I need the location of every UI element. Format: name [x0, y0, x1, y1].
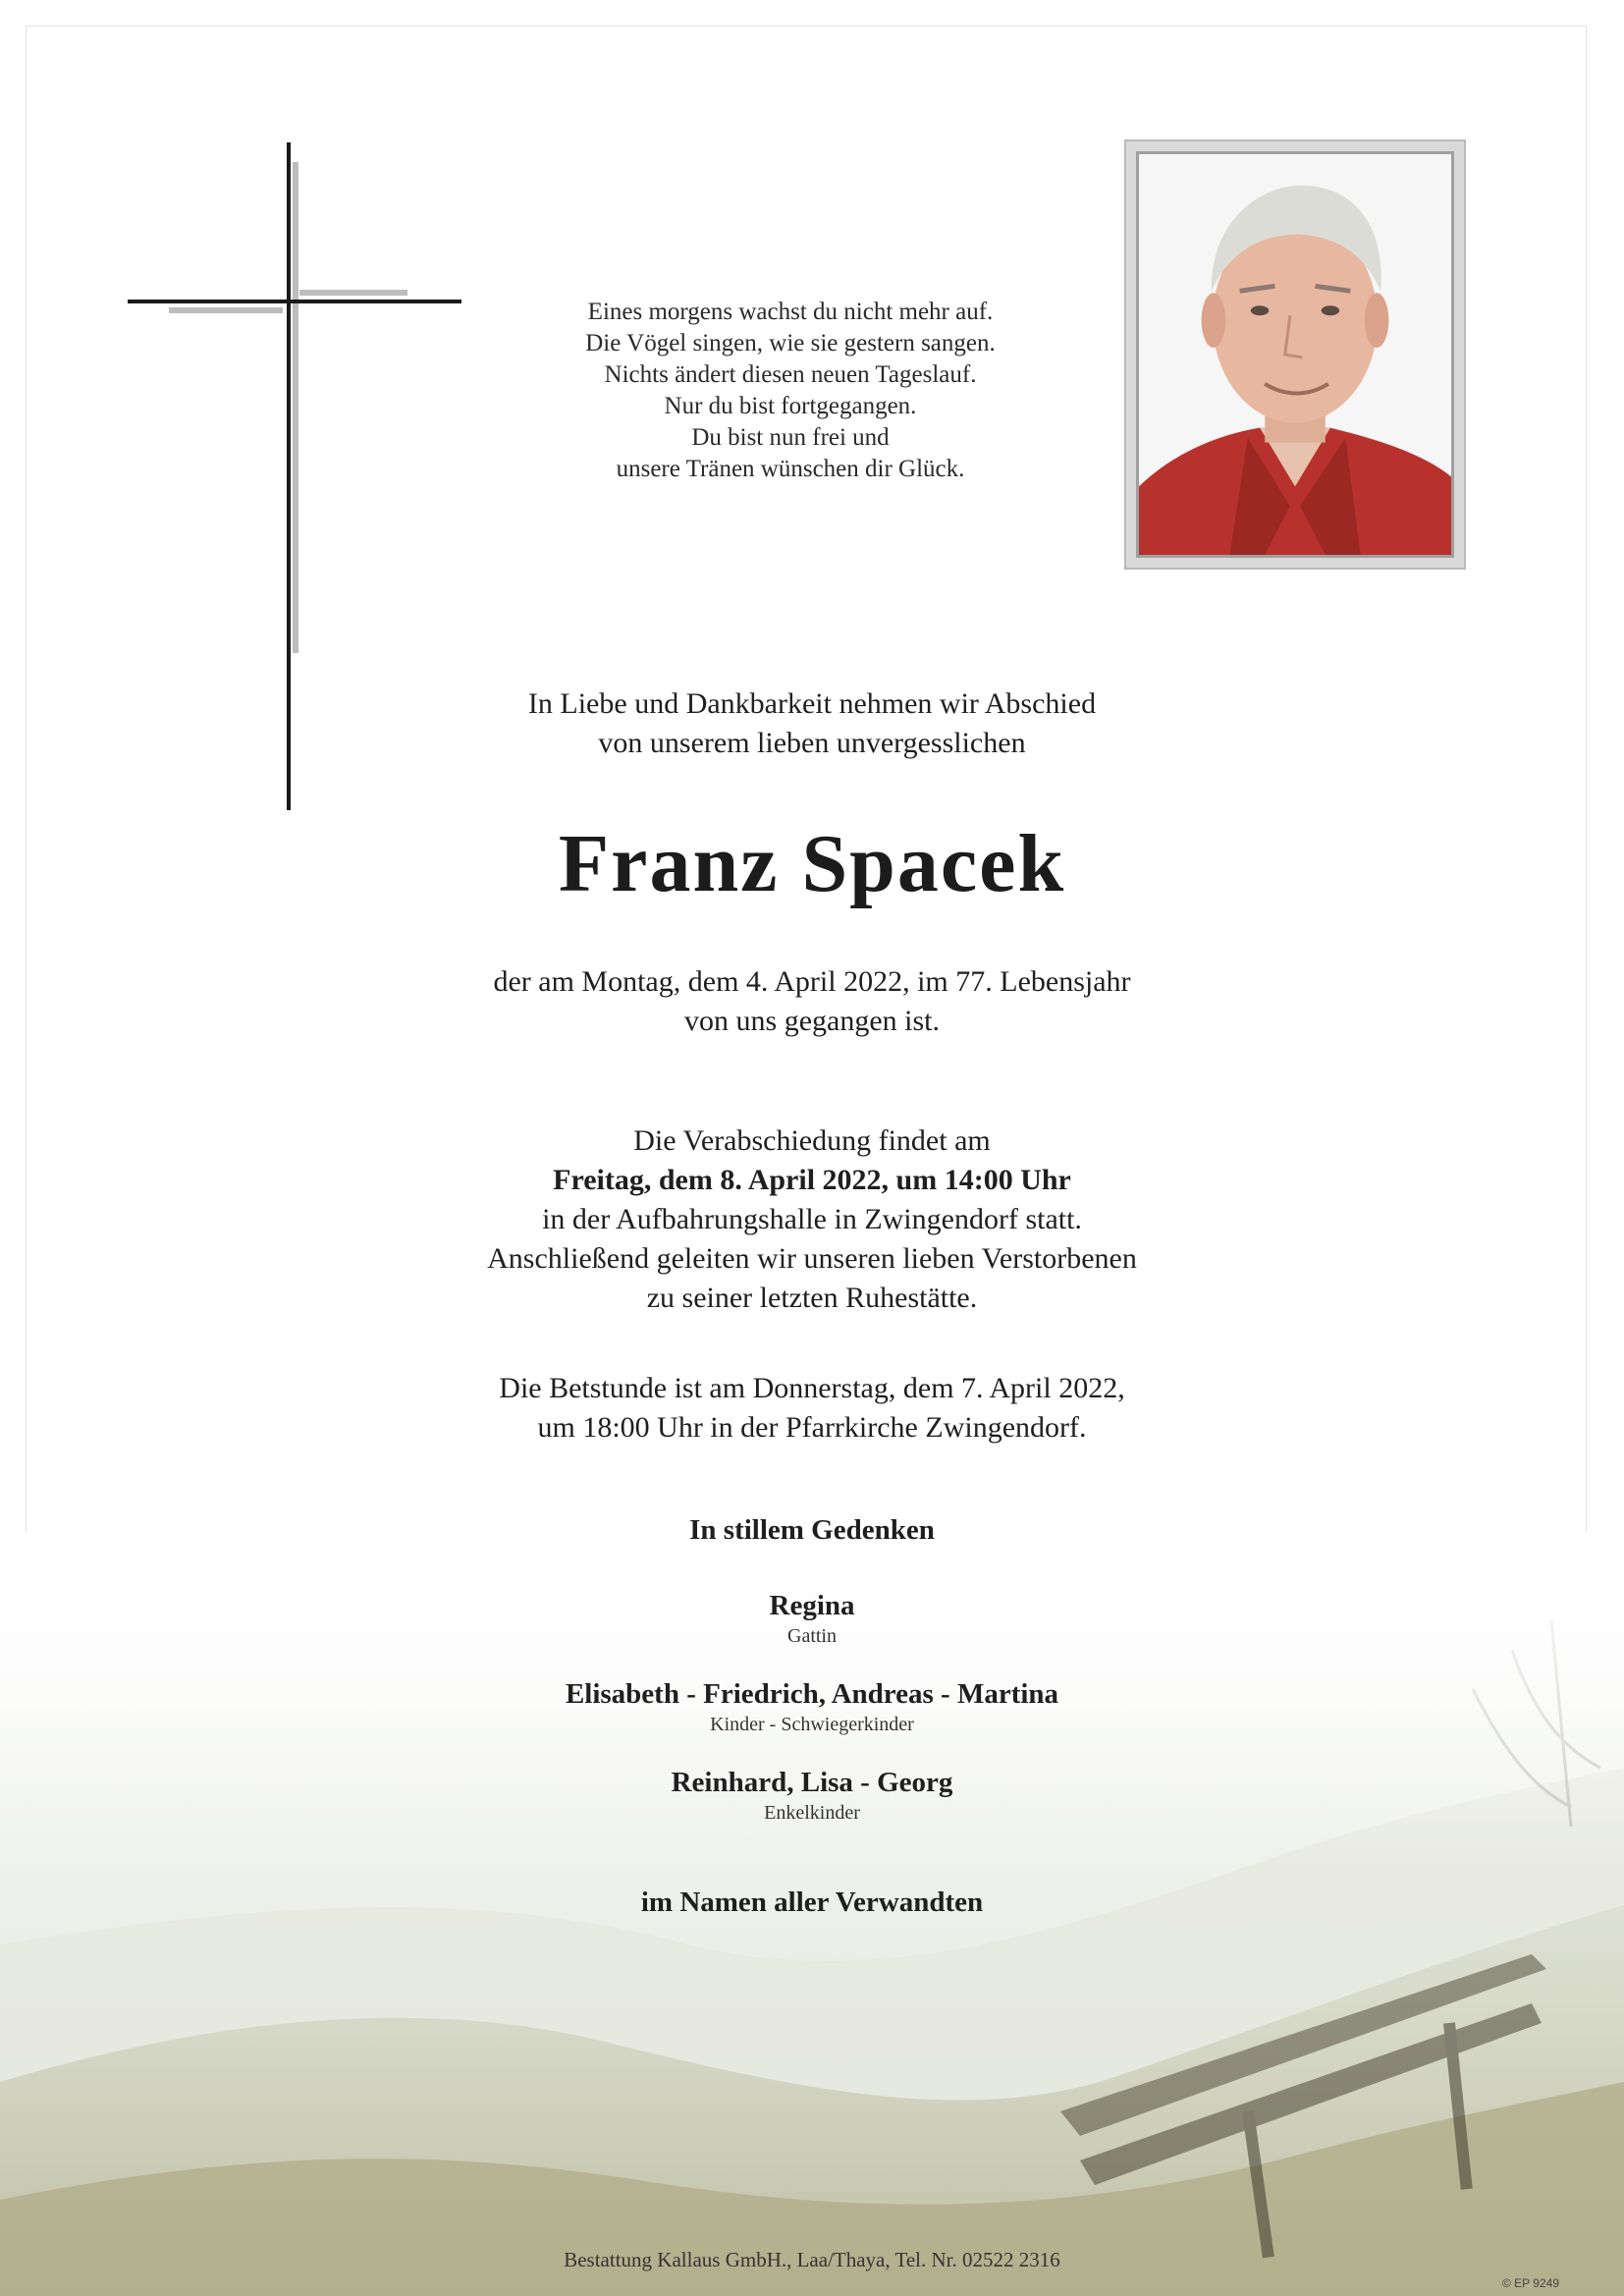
death-line-2: von uns gegangen ist. [684, 1005, 940, 1037]
mourner-role: Gattin [787, 1625, 837, 1647]
funeral-home-footer: Bestattung Kallaus GmbH., Laa/Thaya, Tel. Nr. 02522 2316 [564, 2248, 1060, 2271]
mourner-role: Enkelkinder [764, 1802, 860, 1824]
closing-line: im Namen aller Verwandten [640, 1886, 984, 1918]
poem [471, 297, 1110, 485]
mourner-name: Reinhard, Lisa - Georg [671, 1767, 953, 1798]
death-notice [196, 962, 1428, 1041]
farewell-line-5: zu seiner letzten Ruhestätte. [646, 1282, 978, 1314]
farewell-date: Freitag, dem 8. April 2022, um 14:00 Uhr [553, 1164, 1071, 1196]
farewell-line-4: Anschließend geleiten wir unseren lieben Verstorbenen [487, 1242, 1137, 1275]
farewell-line-3: in der Aufbahrungshalle in Zwingendorf statt. [542, 1203, 1082, 1235]
deceased-name: Franz Spacek [558, 818, 1066, 909]
poem-line: Die Vögel singen, wie sie gestern sangen. [585, 330, 996, 356]
portrait-icon [1139, 154, 1451, 555]
portrait-photo [1136, 151, 1454, 558]
poem-line: unsere Tränen wünschen dir Glück. [616, 456, 965, 482]
memory-heading: In stillem Gedenken [689, 1514, 935, 1546]
farewell-notice [196, 1121, 1428, 1318]
intro-line-1: In Liebe und Dankbarkeit nehmen wir Abschied [527, 687, 1097, 720]
document-code: © EP 9249 [1502, 2276, 1559, 2290]
intro-line-2: von unserem lieben unvergesslichen [598, 727, 1026, 759]
mourner-name: Elisabeth - Friedrich, Andreas - Martina [565, 1678, 1059, 1710]
mourners-list [196, 1587, 1428, 1852]
death-line-1: der am Montag, dem 4. April 2022, im 77. Lebensjahr [493, 965, 1131, 998]
poem-line: Du bist nun frei und [691, 424, 890, 451]
poem-line: Nichts ändert diesen neuen Tageslauf. [604, 361, 977, 388]
farewell-line-1: Die Verabschiedung findet am [633, 1124, 991, 1157]
mourner-name: Regina [769, 1590, 855, 1621]
poem-line: Nur du bist fortgegangen. [664, 393, 917, 419]
prayer-line-1: Die Betstunde ist am Donnerstag, dem 7. April 2022, [499, 1372, 1125, 1404]
mourner-role: Kinder - Schwiegerkinder [710, 1714, 914, 1735]
intro-text [196, 684, 1428, 763]
prayer-line-2: um 18:00 Uhr in der Pfarrkirche Zwingendorf. [537, 1411, 1087, 1444]
prayer-notice [196, 1369, 1428, 1448]
portrait-frame [1124, 139, 1466, 570]
poem-line: Eines morgens wachst du nicht mehr auf. [587, 299, 994, 325]
